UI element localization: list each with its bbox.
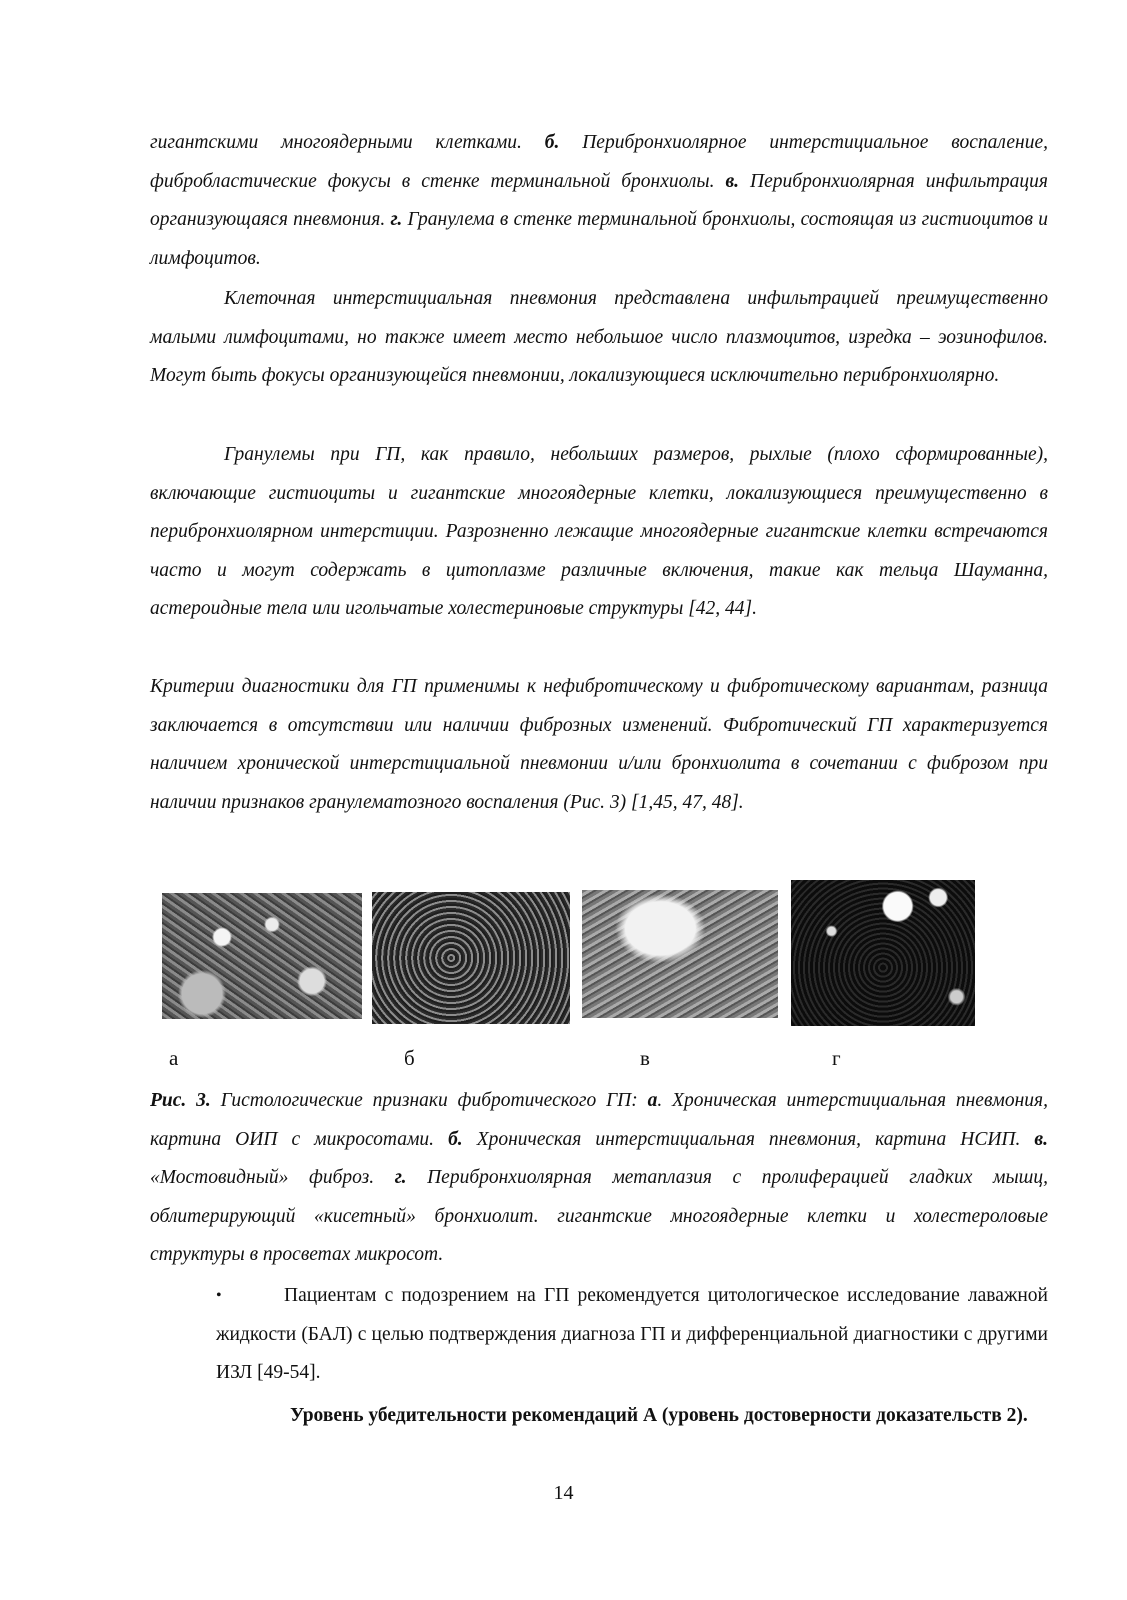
caption-text: . Хроническая интерстициальная пневмония, картина ОИП с микросотами. [150, 1090, 1048, 1150]
histology-image-c [582, 890, 778, 1018]
caption-marker: в. [1034, 1128, 1048, 1150]
page-number: 14 [553, 1482, 574, 1504]
caption-marker: г. [394, 1167, 407, 1188]
caption-marker: а [647, 1090, 658, 1111]
figure-label-d: г [832, 1046, 841, 1070]
figure-label-a: а [169, 1046, 179, 1070]
caption-marker: б. [544, 132, 560, 153]
histology-image-a [162, 893, 362, 1019]
caption-marker: в. [725, 170, 740, 192]
caption-text: Перибронхиолярное интерстициальное воспаление, фибробластические фокусы в стенке терминальной бронхиолы. [150, 132, 1048, 192]
paragraph-granulomas: Гранулемы при ГП, как правило, небольших размеров, рыхлые (плохо сформированные), включающие гистиоциты и гигантские многоядерные клетки, локализующиеся преимущественно в перибронхиолярном интерстиции. Разрозненно лежащие многоядерные гигантские клетки встречаются часто и могут содержать в цитоплазме различные включения, такие как тельца Шауманна, астероидные тела или игольчатые холестериновые структуры [42, 44]. [150, 444, 1048, 619]
histology-image-d [791, 880, 975, 1026]
figure-2-caption-continuation [150, 124, 1048, 278]
recommendation-item [216, 1277, 1048, 1393]
caption-title: Рис. 3. [150, 1090, 211, 1111]
caption-text: Гистологические признаки фибротического ГП: [210, 1090, 648, 1111]
figure-label-c: в [640, 1046, 650, 1070]
recommendation-text: Пациентам с подозрением на ГП рекомендуется цитологическое исследование лаважной жидкости (БАЛ) с целью подтверждения диагноза ГП и дифференциальной диагностики с другими ИЗЛ [49-54]. [216, 1285, 1048, 1383]
caption-text: Гранулема в стенке терминальной бронхиолы, состоящая из гистиоцитов и лимфоцитов. [150, 209, 1048, 269]
figure-3-images [150, 888, 1048, 1028]
caption-text: Хроническая интерстициальная пневмония, картина НСИП. [462, 1128, 1035, 1150]
caption-text: гигантскими многоядерными клетками. [150, 132, 545, 153]
histology-image-b [372, 892, 570, 1024]
caption-text: «Мостовидный» фиброз. [150, 1167, 395, 1188]
paragraph-diagnostic-criteria: Критерии диагностики для ГП применимы к нефибротическому и фибротическому вариантам, разница заключается в отсутствии или наличии фиброзных изменений. Фибротический ГП характеризуется наличием хронической интерстициальной пневмонии и/или бронхиолита в сочетании с фиброзом при наличии признаков гранулематозного воспаления (Рис. 3) [1,45, 47, 48]. [150, 676, 1048, 813]
caption-text: Перибронхиолярная инфильтрация организующаяся пневмония. [150, 170, 1048, 230]
figure-3-caption [150, 1082, 1048, 1275]
recommendation-level: Уровень убедительности рекомендаций А (уровень достоверности доказательств 2). [290, 1405, 1028, 1426]
caption-marker: б. [448, 1128, 463, 1150]
figure-label-b: б [404, 1046, 415, 1070]
paragraph-cellular-pneumonia: Клеточная интерстициальная пневмония представлена инфильтрацией преимущественно малыми лимфоцитами, но также имеет место небольшое число плазмоцитов, изредка – эозинофилов. Могут быть фокусы организующейся пневмонии, локализующиеся исключительно перибронхиолярно. [150, 288, 1048, 386]
caption-text: Перибронхиолярная метаплазия с пролиферацией гладких мышц, облитерирующий «кисетный» бронхиолит. гигантские многоядерные клетки и холестероловые структуры в просветах микросот. [150, 1167, 1048, 1265]
caption-marker: г. [390, 209, 403, 230]
bullet-icon: • [216, 1287, 222, 1304]
